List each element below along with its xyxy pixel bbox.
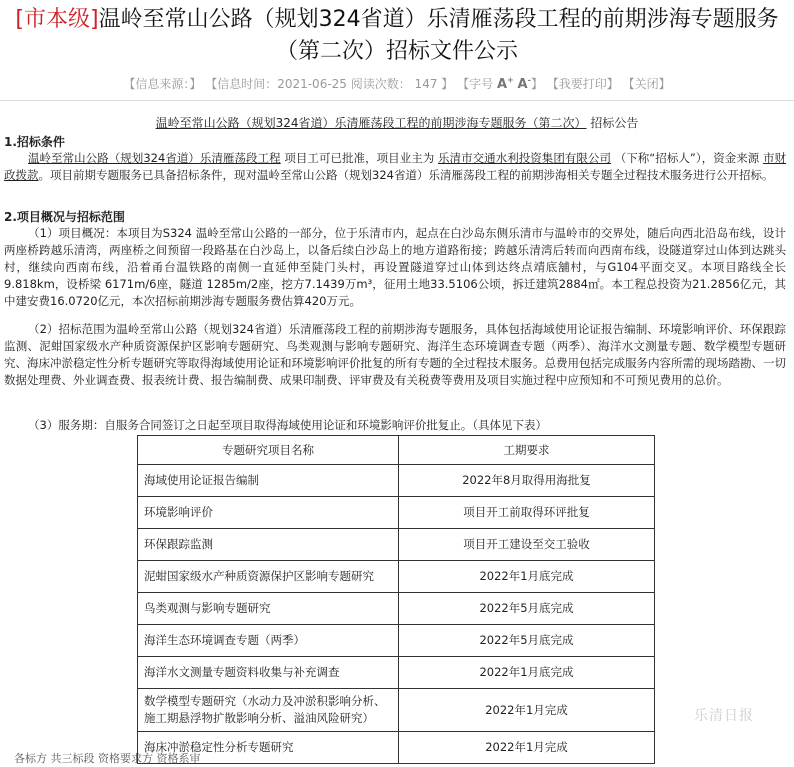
- section-2-heading: 2.项目概况与招标范围: [4, 210, 125, 224]
- table-header-row: [138, 436, 655, 465]
- font-decrease-icon[interactable]: A-: [517, 75, 531, 92]
- schedule-table: [137, 435, 655, 764]
- section-2-para-1: （1）项目概况：本项目为S324 温岭至常山公路的一部分，位于乐清市内，起点在白沙岛东侧乐清市与温岭市的交界处，随后向西北沿岛布线，设计两座桥跨越乐清湾，两座桥之间预留一段路基在白沙岛上，以备后续白沙岛上的地方道路衔接；跨越乐清湾后转而向西南布线，设隧道穿过山体到达跳头村，继续向西南布线，沿着甬台温铁路的南侧一直延伸至陡门头村，再设置隧道穿过山体到达终点靖底舖村，与G104平面交叉。本项目路线全长9.818km，设桥梁 6171m/6座，隧道 1285m/2座，挖方7.1439万m³，征用土地33.5106公顷，拆迁建筑2884㎡。本工程总投资为21.2856亿元，其中建安费16.0720亿元，本次招标前期涉海专题服务费估算420万元。: [4, 226, 786, 308]
- cutoff-text: 各标方 共三标段 资格要求方 资格系审: [14, 752, 201, 765]
- table-cell: 2022年1月完成: [399, 689, 655, 732]
- s1-text-a: 项目工可已批准，项目业主为: [284, 151, 435, 165]
- font-increase-icon[interactable]: A+: [496, 75, 514, 92]
- table-cell: 鸟类观测与影响专题研究: [138, 593, 399, 625]
- table-cell: 项目开工建设至交工验收: [399, 529, 655, 561]
- font-size-label: 【字号: [457, 77, 494, 91]
- print-button[interactable]: 【我要打印】: [546, 77, 619, 91]
- table-row: [138, 732, 655, 764]
- table-cell: 项目开工前取得环评批复: [399, 497, 655, 529]
- table-header: 工期要求: [399, 436, 655, 465]
- announcement-project: 温岭至常山公路（规划324省道）乐清雁荡段工程的前期涉海专题服务（第二次）: [155, 116, 587, 130]
- info-time: 【信息时间：2021-06-25 阅读次数： 147 】: [205, 77, 454, 91]
- table-row: [138, 561, 655, 593]
- table-cell: 环境影响评价: [138, 497, 399, 529]
- table-cell: 2022年1月底完成: [399, 657, 655, 689]
- table-cell: 海床冲淤稳定性分析专题研究: [138, 732, 399, 764]
- meta-bar: [0, 75, 794, 92]
- category-tag: [市本级]: [15, 7, 99, 32]
- font-size-close: 】: [530, 77, 543, 91]
- table-cell: 环保跟踪监测: [138, 529, 399, 561]
- watermark-logo: 乐清日报: [694, 708, 754, 724]
- table-row: [138, 497, 655, 529]
- section-1-heading: 1.招标条件: [4, 135, 65, 149]
- table-cell: 数学模型专题研究（水动力及冲淤积影响分析、施工期悬浮物扩散影响分析、溢油风险研究）: [138, 689, 399, 732]
- table-row: [138, 625, 655, 657]
- s1-owner: 乐清市交通水利投资集团有限公司: [438, 151, 611, 165]
- page-title: [0, 4, 794, 68]
- table-cell: 2022年5月底完成: [399, 593, 655, 625]
- section-2-para-2: （2）招标范围为温岭至常山公路（规划324省道）乐清雁荡段工程的前期涉海专题服务，具体包括海域使用论证报告编制、环境影响评价、环保跟踪监测、泥蚶国家级水产种质资源保护区影响专题研究、鸟类观测与影响专题研究、海洋生态环境调查专题（两季）、海洋水文测量专题、数学模型专题研究、海床冲淤稳定性分析专题研究等取得海域使用论证和环境影响评价批复的所有专题的全过程技术服务。总费用包括完成服务内容所需的现场踏勘、一切数据处理费、外业调查费、报表统计费、报告编制费、成果印制费、评审费及有关税费等费用及项目实施过程中应预知和不可预见费用的总价。: [4, 322, 786, 387]
- table-cell: 2022年1月底完成: [399, 561, 655, 593]
- table-row: [138, 465, 655, 497]
- close-button[interactable]: 【关闭】: [622, 77, 671, 91]
- s1-text-c: 。项目前期专题服务已具备招标条件，现对温岭至常山公路（规划324省道）乐清雁荡段工程的前期涉海相关专题全过程技术服务进行公开招标。: [38, 168, 774, 182]
- table-cell: 2022年8月取得用海批复: [399, 465, 655, 497]
- table-row: [138, 689, 655, 732]
- table-cell: 海洋水文测量专题资料收集与补充调查: [138, 657, 399, 689]
- s1-text-b: （下称“招标人”），资金来源: [614, 151, 760, 165]
- s1-project: 温岭至常山公路（规划324省道）乐清雁荡段工程: [28, 151, 281, 165]
- announcement-title: [0, 115, 794, 132]
- title-line2: （第二次）招标文件公示: [275, 39, 518, 64]
- table-cell: 2022年5月底完成: [399, 625, 655, 657]
- divider: [0, 100, 794, 101]
- table-cell: 海域使用论证报告编制: [138, 465, 399, 497]
- table-header: 专题研究项目名称: [138, 436, 399, 465]
- info-source: 【信息来源：】: [123, 77, 202, 91]
- table-cell: 海洋生态环境调查专题（两季）: [138, 625, 399, 657]
- table-row: [138, 593, 655, 625]
- table-row: [138, 529, 655, 561]
- table-row: [138, 657, 655, 689]
- title-line1: 温岭至常山公路（规划324省道）乐清雁荡段工程的前期涉海专题服务: [98, 7, 779, 32]
- section-2-para-3: （3）服务期：自服务合同签订之日起至项目取得海域使用论证和环境影响评价批复止。（具体见下表）: [28, 418, 548, 432]
- table-cell: 2022年1月完成: [399, 732, 655, 764]
- s1-fund: 市财政拨款: [4, 151, 787, 182]
- table-cell: 泥蚶国家级水产种质资源保护区影响专题研究: [138, 561, 399, 593]
- announcement-suffix: 招标公告: [590, 116, 639, 130]
- section-1-text: [4, 150, 786, 184]
